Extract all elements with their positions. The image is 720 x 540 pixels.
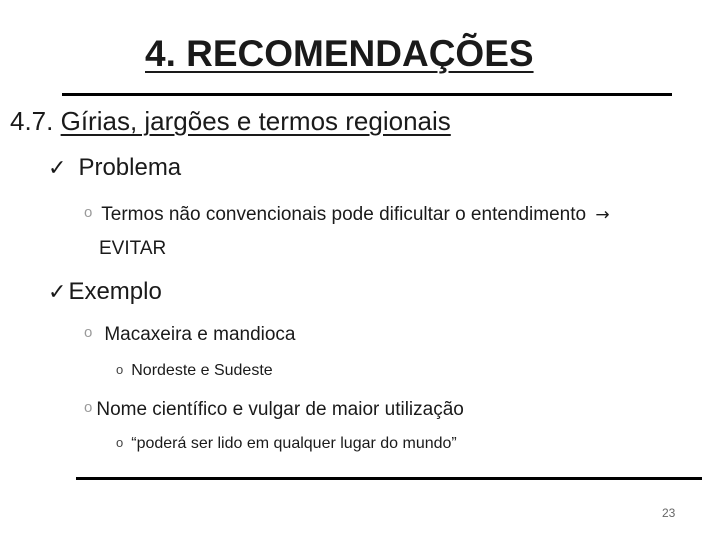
section-name: Gírias, jargões e termos regionais [60, 106, 451, 136]
slide-title: 4. RECOMENDAÇÕES [145, 33, 534, 74]
circle-bullet-icon: o [84, 324, 93, 342]
macaxeira-text: Macaxeira e mandioca [104, 324, 296, 345]
circle-bullet-icon: o [116, 435, 124, 450]
problema-label: Problema [78, 154, 182, 181]
bullet-nome-cientifico [84, 393, 464, 426]
section-heading [10, 106, 451, 137]
nome-cientifico-text: Nome científico e vulgar de maior utilização [96, 399, 464, 420]
bullet-macaxeira [84, 318, 296, 351]
quote-text: “poderá ser lido em qualquer lugar do mundo” [131, 435, 457, 453]
bullet-termos [84, 198, 694, 265]
circle-bullet-icon: o [84, 399, 93, 417]
bottom-divider [76, 477, 702, 480]
exemplo-label: Exemplo [68, 278, 162, 305]
sub-bullet-nordeste [116, 359, 273, 383]
bullet-problema [48, 154, 181, 183]
bullet-exemplo [48, 278, 162, 307]
checkmark-icon: ✓ [48, 156, 67, 181]
circle-bullet-icon: o [84, 204, 93, 222]
termos-text: Termos não convencionais pode dificultar o entendimento [101, 204, 587, 225]
termos-continuation: EVITAR [99, 238, 167, 259]
sub-bullet-quote [116, 432, 457, 456]
nordeste-text: Nordeste e Sudeste [131, 362, 273, 380]
top-divider [62, 93, 672, 96]
section-number: 4.7. [10, 106, 54, 136]
checkmark-icon: ✓ [48, 280, 67, 305]
arrow-right-icon: → [595, 205, 610, 225]
page-number: 23 [662, 506, 676, 520]
circle-bullet-icon: o [116, 362, 124, 377]
